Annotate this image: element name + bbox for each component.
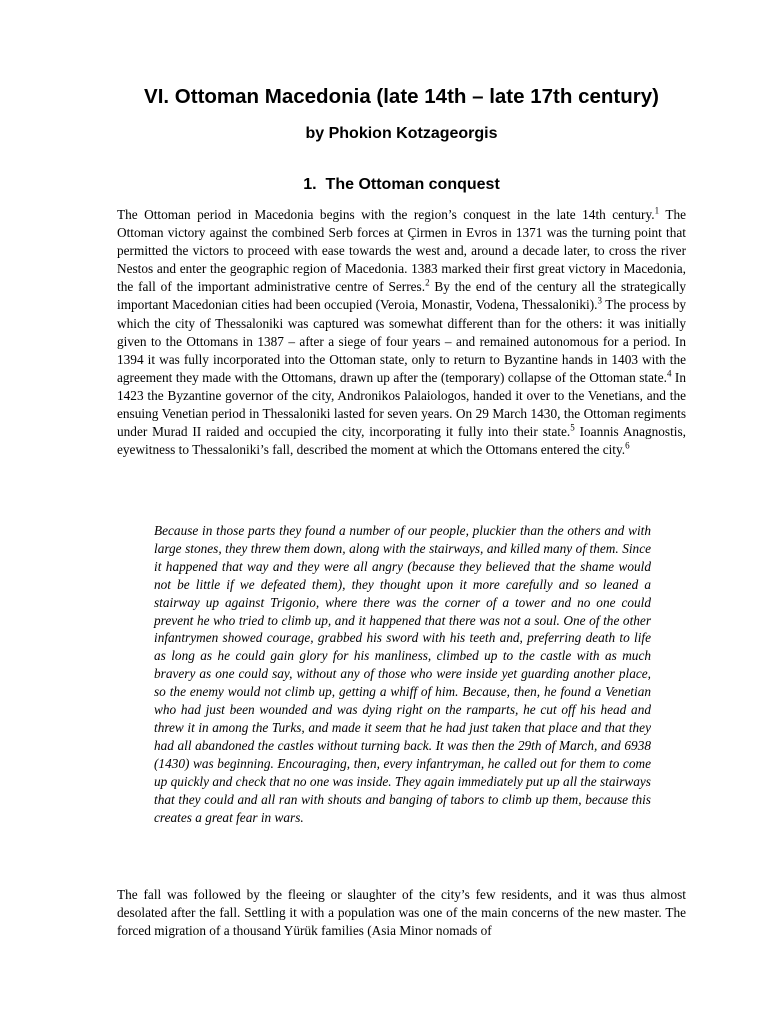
- section-number: 1.: [303, 176, 317, 193]
- paragraph-text: The process by which the city of Thessaloniki was captured was somewhat different than for the others: it was initially given to the Ottomans in 1387 – after a siege of four years – and remained autonomous for a period. In 1394 it was fully incorporated into the Ottoman state, only to return to Byzantine hands in 1403 with the agreement they made with the Ottomans, drawn up after the (temporary) collapse of the Ottoman state.: [117, 297, 686, 385]
- author-byline: by Phokion Kotzageorgis: [305, 125, 498, 142]
- section-title: The Ottoman conquest: [325, 176, 500, 193]
- block-quote: Because in those parts they found a number of our people, pluckier than the others and with large stones, they threw them down, along with the stairways, and killed many of them. Since it happened that way and they were all angry (because they believed that the shame would not be little if we defeated them), they thought upon it more carefully and so leaned a stairway up against Trigonio, where there was the corner of a tower and no one could prevent he who tried to climb up, and it happened that there was not a soul. One of the other infantrymen showed courage, grabbed his sword with his teeth and, preferring death to life as long as he could gain glory for his manliness, climbed up to the castle with as much bravery as one could say, without any of those who were inside yet guarding another place, so the enemy would not climb up, getting a whiff of him. Because, then, he found a Venetian who had just been wounded and was dying right on the ramparts, he cut off his head and threw it in among the Turks, and made it seem that he had just taken that place and that they had all abandoned the castles without turning back. It was then the 29th of March, and 6938 (1430) was beginning. Encouraging, then, every infantryman, he called out for them to come up quickly and check that no one was inside. They again immediately put up all the stairways that they could and all ran with shouts and banging of tabors to climb up them, because this creates a great fear in wars.: [154, 523, 651, 825]
- body-paragraph: [117, 206, 686, 459]
- paragraph-text: The Ottoman victory against the combined Serb forces at Çirmen in Evros in 1371 was the turning point that permitted the victors to proceed with ease towards the west and, around a decade later, to cross the river Nestos and enter the geographic region of Macedonia. 1383 marked their first great victory in Macedonia, the fall of the important administrative centre of Serres.: [117, 207, 686, 295]
- paragraph-text: By the end of the century all the strategically important Macedonian cities had been occupied (Veroia, Monastir, Vodena, Thessaloniki).: [117, 279, 686, 313]
- paragraph-text: In 1423 the Byzantine governor of the city, Andronikos Palaiologos, handed it over to the Venetians, and the ensuing Venetian period in Thessaloniki lasted for seven years. On 29 March 1430, the Ottoman regiments under Murad II raided and occupied the city, incorporating it fully into their state.: [117, 369, 686, 440]
- chapter-title: VI. Ottoman Macedonia (late 14th – late 17th century): [144, 85, 659, 108]
- paragraph-text: The Ottoman period in Macedonia begins with the region’s conquest in the late 14th century.: [117, 207, 655, 222]
- footnote-ref-3[interactable]: 3: [597, 296, 602, 307]
- section-heading: [117, 175, 686, 195]
- footnote-ref-2[interactable]: 2: [425, 277, 430, 288]
- paragraph-text: Ioannis Anagnostis, eyewitness to Thessaloniki’s fall, described the moment at which the Ottomans entered the city.: [117, 424, 686, 458]
- footnote-ref-4[interactable]: 4: [666, 368, 672, 379]
- footnote-ref-1[interactable]: 1: [654, 205, 660, 216]
- body-paragraph: The fall was followed by the fleeing or slaughter of the city’s few residents, and it was thus almost desolated after the fall. Settling it with a population was one of the main concerns of the new master. The forced migration of a thousand Yürük families (Asia Minor nomads of: [117, 887, 686, 939]
- footnote-ref-6[interactable]: 6: [625, 440, 630, 451]
- footnote-ref-5[interactable]: 5: [570, 422, 575, 433]
